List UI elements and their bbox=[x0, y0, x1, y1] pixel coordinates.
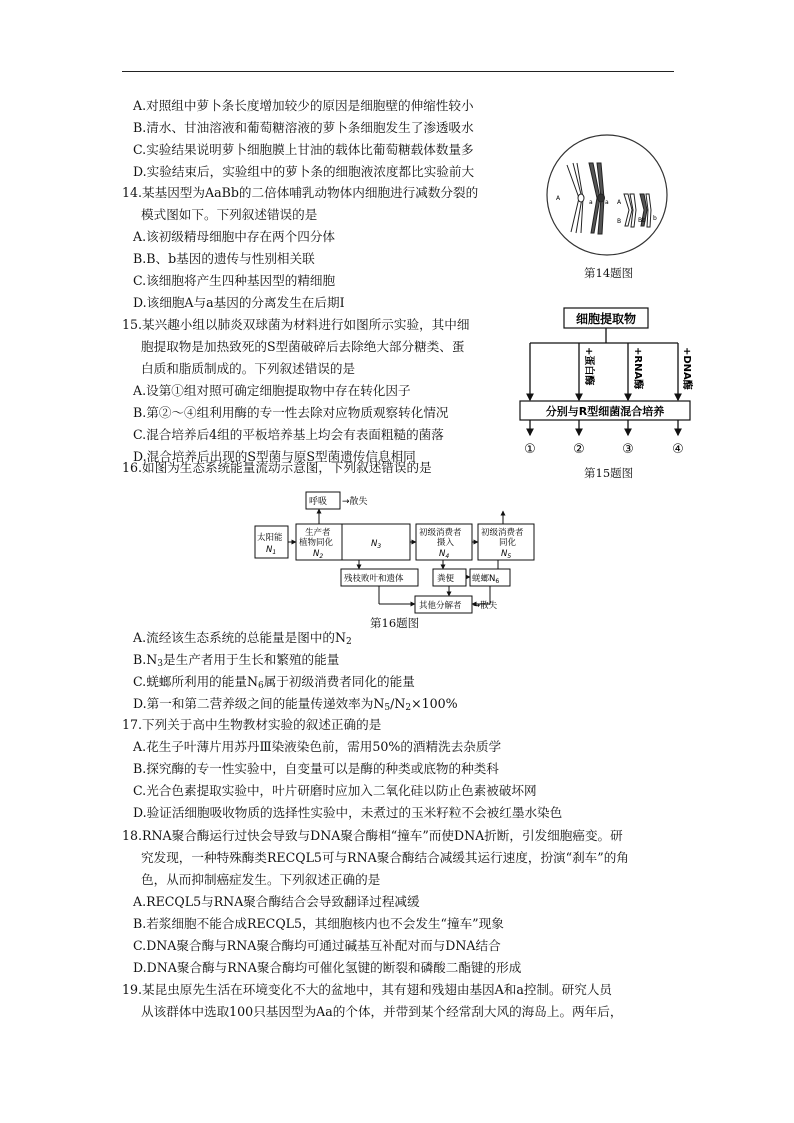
gene-label-a-left: a bbox=[589, 199, 593, 206]
assimilation-label: 同化 bbox=[499, 538, 517, 548]
protease-label: +蛋白酶 bbox=[583, 347, 594, 386]
q16-option-a: A.流经该生态系统的总能量是图中的$N_2$ bbox=[133, 630, 352, 647]
q13-option-a: A.对照组中萝卜条长度增加较少的原因是细胞壁的伸缩性较小 bbox=[133, 98, 474, 113]
q14-figure-caption: 第14题图 bbox=[584, 266, 634, 280]
q13-option-c: C.实验结果说明萝卜细胞膜上甘油的载体比葡萄糖载体数量多 bbox=[133, 142, 474, 157]
q16-stem: 16.如图为生态系统能量流动示意图，下列叙述错误的是 bbox=[122, 460, 432, 475]
q13-option-b: B.清水、甘油溶液和葡萄糖溶液的萝卜条细胞发生了渗透吸水 bbox=[133, 120, 474, 135]
q14-option-c: C.该细胞将产生四种基因型的精细胞 bbox=[133, 273, 336, 288]
q16-option-b: $B.N_3$是生产者用于生长和繁殖的能量 bbox=[133, 652, 340, 669]
q14-stem-line2: 模式图如下。下列叙述错误的是 bbox=[141, 207, 318, 222]
q19-stem-line1: 19.某昆虫原先生活在环境变化不大的盆地中，其有翅和残翅由基因A和a控制。研究人员 bbox=[122, 982, 613, 997]
dnase-label: +DNA酶 bbox=[681, 347, 692, 390]
q15-option-b: B.第②～④组利用酶的专一性去除对应物质观察转化情况 bbox=[133, 405, 449, 420]
q16-energy-flow-figure bbox=[253, 488, 553, 616]
chromosome-pair-1 bbox=[567, 163, 584, 233]
q18-option-b: B.若浆细胞不能合成RECQL5，其细胞核内也不会发生“撞车”现象 bbox=[133, 916, 504, 931]
group-4-label: ④ bbox=[672, 442, 684, 457]
group-3-label: ③ bbox=[622, 442, 634, 457]
chromosome-pair-3 bbox=[624, 194, 636, 227]
q15-stem-line3: 白质和脂质制成的。下列叙述错误的是 bbox=[141, 361, 356, 376]
producer-label: 生产者 bbox=[305, 528, 331, 538]
q14-option-d: D.该细胞A与a基因的分离发生在后期Ⅰ bbox=[133, 295, 345, 310]
q19-stem-line2: 从该群体中选取100只基因型为Aa的个体，并带到某个经常刮大风的海岛上。两年后， bbox=[141, 1004, 623, 1019]
q14-cell-figure bbox=[545, 130, 671, 260]
cell-extract-label: 细胞提取物 bbox=[575, 312, 637, 326]
mix-culture-label: 分别与R型细菌混合培养 bbox=[545, 405, 665, 418]
respiration-label: 呼吸 bbox=[309, 497, 328, 507]
q16-option-d: D.第一和第二营养级之间的能量传递效率为$N_5/N_2\times 100\%$ bbox=[133, 696, 458, 713]
primary-consumer-assimilation-label: 初级消费者 bbox=[481, 528, 524, 538]
intake-label: 摄入 bbox=[437, 538, 455, 548]
q13-option-d: D.实验结束后，实验组中的萝卜条的细胞液浓度都比实验前大 bbox=[133, 164, 475, 179]
group-1-label: ① bbox=[524, 442, 536, 457]
q18-option-c: C.DNA聚合酶与RNA聚合酶均可通过碱基互补配对而与DNA结合 bbox=[133, 938, 501, 953]
header-rule bbox=[122, 71, 674, 72]
n2-label: $N_2$ bbox=[313, 549, 324, 560]
q15-stem-line2: 胞提取物是加热致死的S型菌破碎后去除绝大部分糖类、蛋 bbox=[141, 339, 465, 354]
gene-label-b: b bbox=[653, 215, 657, 222]
n3-label: $N_3$ bbox=[371, 539, 382, 550]
q18-stem-line3: 色，从而抑制癌症发生。下列叙述正确的是 bbox=[141, 872, 381, 887]
feces-label: 粪便 bbox=[437, 574, 455, 584]
decomposer-loss-label: →散失 bbox=[473, 601, 498, 611]
plant-assimilation-label: 植物同化 bbox=[299, 538, 334, 548]
q18-stem-line1: 18.RNA聚合酶运行过快会导致与DNA聚合酶相“撞车”而使DNA折断，引发细胞癌变。研 bbox=[122, 828, 623, 843]
q17-option-b: B.探究酶的专一性实验中，自变量可以是酶的种类或底物的种类科 bbox=[133, 761, 499, 776]
gene-label-a-right: a bbox=[605, 199, 609, 206]
q15-experiment-figure bbox=[516, 305, 696, 460]
residue-label: 残枝败叶和遗体 bbox=[344, 574, 404, 584]
q17-stem: 17.下列关于高中生物教材实验的叙述正确的是 bbox=[122, 717, 382, 732]
q15-option-c: C.混合培养后4组的平板培养基上均会有表面粗糙的菌落 bbox=[133, 427, 444, 442]
q16-figure-caption: 第16题图 bbox=[370, 616, 420, 630]
q15-option-d: D.混合培养后出现的S型菌与原S型菌遗传信息相同 bbox=[133, 449, 416, 464]
respiration-loss-label: →散失 bbox=[342, 497, 368, 507]
n5-label: $N_5$ bbox=[501, 549, 512, 560]
q17-option-a: A.花生子叶薄片用苏丹Ⅲ染液染色前，需用50%的酒精洗去杂质学 bbox=[133, 739, 502, 754]
q15-figure-caption: 第15题图 bbox=[584, 466, 634, 480]
q17-option-d: D.验证活细胞吸收物质的选择性实验中，未煮过的玉米籽粒不会被红墨水染色 bbox=[133, 805, 563, 820]
q18-stem-line2: 究发现，一种特殊酶类RECQL5可与RNA聚合酶结合减缓其运行速度，扮演“刹车”的角 bbox=[141, 850, 629, 865]
q17-option-c: C.光合色素提取实验中，叶片研磨时应加入二氧化硅以防止色素被破坏网 bbox=[133, 783, 537, 798]
q16-option-c: C.蜣螂所利用的能量$N_6$属于初级消费者同化的能量 bbox=[133, 674, 415, 691]
q18-option-d: D.DNA聚合酶与RNA聚合酶均可催化氢键的断裂和磷酸二酯键的形成 bbox=[133, 960, 522, 975]
n4-label: $N_4$ bbox=[439, 549, 450, 560]
gene-label-A-left: A bbox=[556, 195, 561, 202]
gene-label-A-right: A bbox=[617, 199, 622, 206]
solar-energy-label: 太阳能 bbox=[257, 533, 283, 543]
q15-stem-line1: 15.某兴趣小组以肺炎双球菌为材料进行如图所示实验，其中细 bbox=[122, 317, 470, 332]
q18-option-a: A.RECQL5与RNA聚合酶结合会导致翻译过程减缓 bbox=[133, 894, 420, 909]
n1-label: $N_1$ bbox=[266, 545, 277, 556]
primary-consumer-intake-label: 初级消费者 bbox=[419, 528, 462, 538]
gene-label-Bb: Bb bbox=[638, 217, 646, 224]
q14-stem-line1: 14.某基因型为AaBb的二倍体哺乳动物体内细胞进行减数分裂的 bbox=[122, 185, 479, 200]
group-2-label: ② bbox=[573, 442, 585, 457]
q15-option-a: A.设第①组对照可确定细胞提取物中存在转化因子 bbox=[133, 383, 411, 398]
rnase-label: +RNA酶 bbox=[632, 347, 643, 390]
dung-beetle-label: 蜣螂$N_6$ bbox=[472, 574, 500, 585]
q14-option-a: A.该初级精母细胞中存在两个四分体 bbox=[133, 229, 336, 244]
decomposer-label: 其他分解者 bbox=[419, 601, 462, 611]
q14-option-b: B.B、b基因的遗传与性别相关联 bbox=[133, 251, 315, 266]
gene-label-B: B bbox=[617, 218, 622, 225]
